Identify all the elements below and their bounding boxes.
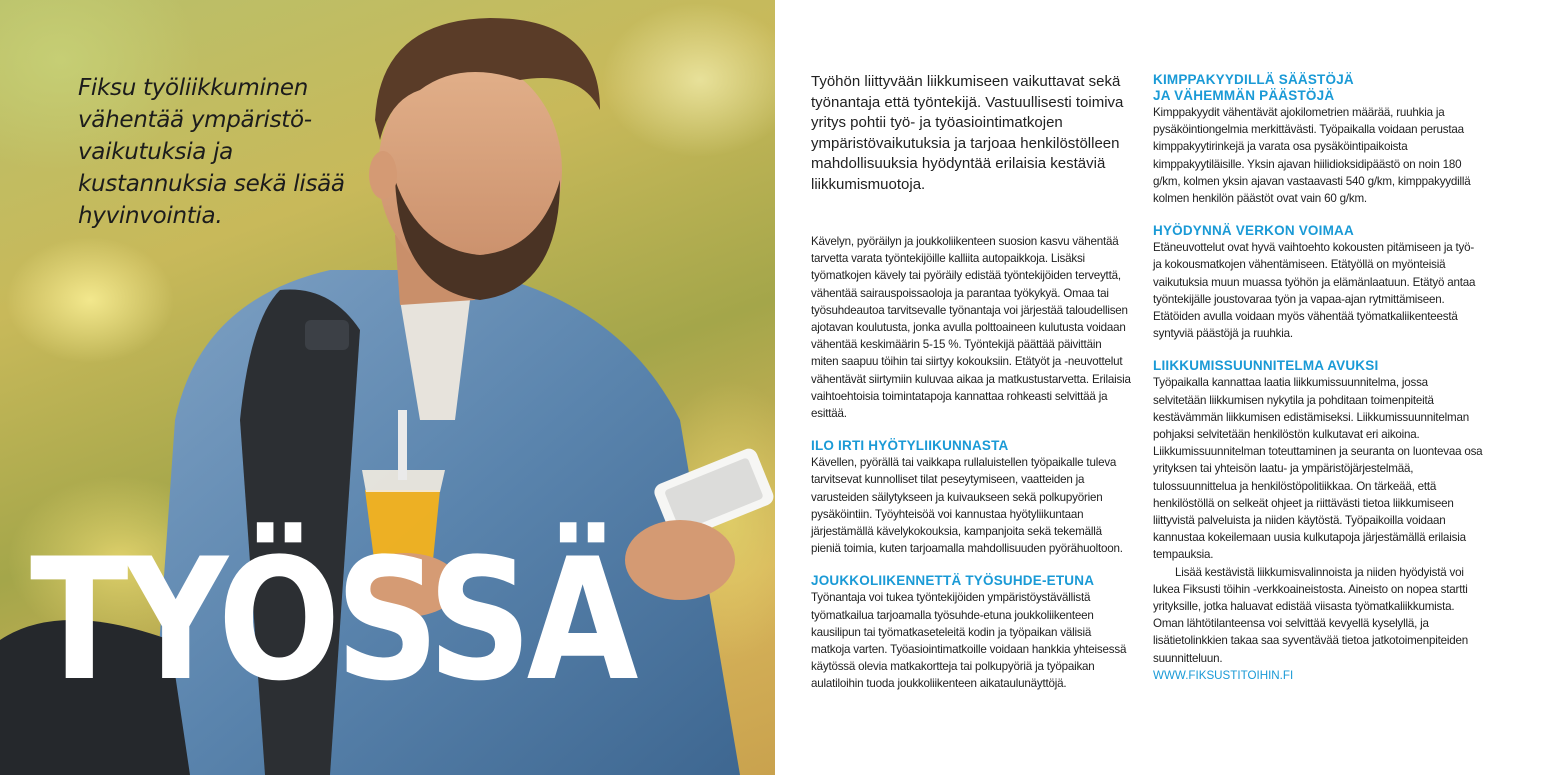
- section-verkko: [1153, 223, 1483, 342]
- section-paragraph: Työpaikalla kannattaa laatia liikkumissuunnitelma, jossa selvitetään liikkumisen nykytila ja pohditaan toimenpiteitä kestävämmän liikkumisen edistämiseksi. Liikkumissuunnitelman pohjaksi selvitetään henkilöstön kulkutavat eri aikoina. Liikkumissuunnitelman toteuttaminen ja seuranta on luontevaa osa yrityksen tai yhteisön laatu- ja ympäristöjärjestelmää, tulossuunnittelua ja henkilöstöpolitiikkaa. On tärkeää, että henkilöstöllä on selkeät ohjeet ja riittävästi tietoa liikkumiseen liittyvistä palveluista ja niiden käytöstä. Työpaikoilla voidaan kannustaa kokeilemaan uusia kulkutapoja järjestämällä erilaisia tempauksia.: [1153, 376, 1483, 562]
- section-hyotyliikunta: [811, 438, 1131, 557]
- closing-paragraph: Lisää kestävistä liikkumisvalinnoista ja niiden hyödyistä voi lukea Fiksusti töihin -verkkoaineistosta. Aineisto on nopea startti yrityksille, jotka haluavat edistää viisasta työmatkaliikkumista. Oman lähtötilanteensa voi selvittää kevyellä kyselyllä, ja lisätietolinkkien takaa saa syventävää tietoa jatkotoimenpiteiden suunnitteluun.: [1153, 565, 1469, 665]
- section-heading: HYÖDYNNÄ VERKON VOIMAA: [1153, 223, 1354, 239]
- section-heading: ILO IRTI HYÖTYLIIKUNNASTA: [811, 438, 1009, 454]
- intro-section: [811, 233, 1131, 422]
- left-text-column: [811, 72, 1131, 709]
- section-kimppakyyti: [1153, 72, 1483, 207]
- section-paragraph: Työnantaja voi tukea työntekijöiden ympäristöystävällistä työmatkailua tarjoamalla työsuhde-etuna joukkoliikenteen kausilipun tai työmatkaseteleitä kodin ja työpaikan välisiä matkoja varten. Työasiointimatkoille voidaan hankkia yhteisessä käytössä olevia matkakortteja tai polkupyöriä ja työpaikan aulatiloihin tuoda joukkoliikenteen aikataulunäyttöjä.: [811, 591, 1127, 691]
- section-paragraph: Etäneuvottelut ovat hyvä vaihtoehto kokousten pitämiseen ja työ- ja kokousmatkojen vähentämiseen. Etätyöllä on myönteisiä vaikutuksia muun muassa työhön ja elämänlaatuun. Etätyö antaa työntekijälle joustovaraa työn ja vapaa-ajan rytmittämiseen. Etätöiden avulla voidaan myös vähentää työmatkaliikenteestä syntyviä päästöjä ja ruuhkia.: [1153, 241, 1476, 341]
- section-heading: KIMPPAKYYDILLÄ SÄÄSTÖJÄ JA VÄHEMMÄN PÄÄSTÖJÄ: [1153, 72, 1354, 103]
- tagline: Fiksu työliikkuminen vähentää ympäristö-vaikutuksia ja kustannuksia sekä lisää hyvinvointia.: [78, 75, 345, 229]
- section-joukkoliikenne: [811, 573, 1131, 692]
- section-liikkumissuunnitelma: [1153, 358, 1483, 684]
- big-title: TYÖSSÄ: [30, 522, 634, 718]
- lead-paragraph: Työhön liittyvään liikkumiseen vaikuttavat sekä työnantaja että työntekijä. Vastuullisesti toimiva yritys pohtii työ- ja työasiointimatkojen ympäristövaikutuksia ja tarjoaa henkilöstölleen mahdollisuuksia hyödyntää erilaisia kestäviä liikkumismuotoja.: [811, 73, 1124, 193]
- intro-paragraph: Kävelyn, pyöräilyn ja joukkoliikenteen suosion kasvu vähentää tarvetta varata työntekijöille kalliita autopaikkoja. Lisäksi työmatkojen kävely tai pyöräily edistää työntekijöiden terveyttä, vähentää sairauspoissaoloja ja parantaa työkykyä. Omaa tai työsuhdeautoa tarvitsevalle työnantaja voi järjestää taloudellisen ajotavan koulutusta, jonka avulla polttoaineen kulutusta voidaan vähentää keskimäärin 5-15 %. Työntekijä päättää päivittäin miten saapuu töihin tai siirtyy kokouksiin. Etätyöt ja -neuvottelut vähentävät siirtymiin kuluvaa aikaa ja matkustustarvetta. Erilaisia vaihtoehtoisia toimintatapoja kannattaa rohkeasti selvittää ja esittää.: [811, 235, 1131, 421]
- section-heading: LIIKKUMISSUUNNITELMA AVUKSI: [1153, 358, 1379, 374]
- section-paragraph: Kimppakyydit vähentävät ajokilometrien määrää, ruuhkia ja pysäköintiongelmia merkittävästi. Työpaikalla voidaan perustaa kimppakyytirinkejä ja varata osa pysäköintipaikoista kimppakyytiläisille. Yksin ajavan hiilidioksidipäästö on noin 180 g/km, kolmen yksin ajavan vastaavasti 540 g/km, kimppakyydillä kolmen henkilön päästöt ovat vain 60 g/km.: [1153, 106, 1471, 206]
- section-paragraph: Kävellen, pyörällä tai vaikkapa rullaluistellen työpaikalle tuleva tarvitsevat kunnolliset tilat peseytymiseen, vaatteiden ja varusteiden säilytykseen ja kuivaukseen sekä polkupyörien pysäköintiin. Työyhteisöä voi kannustaa hyötyliikuntaan järjestämällä kävelykokouksia, kampanjoita sekä tekemällä pieniä toimia, kuten tarjoamalla mahdollisuuden pyörähuoltoon.: [811, 456, 1123, 556]
- website-link[interactable]: WWW.FIKSUSTITOIHIN.FI: [1153, 668, 1294, 682]
- right-text-column: [1153, 72, 1483, 700]
- section-heading: JOUKKOLIIKENNETTÄ TYÖSUHDE-ETUNA: [811, 573, 1095, 589]
